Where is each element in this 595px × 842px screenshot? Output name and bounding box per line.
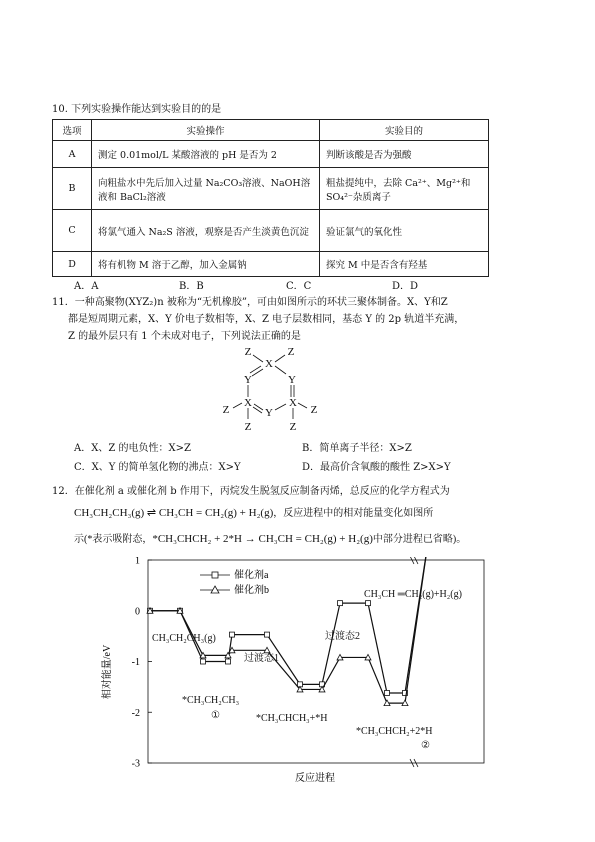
annotation-product: CH₃CH ═CH₂(g)+H₂(g) xyxy=(364,589,462,600)
table-row xyxy=(53,252,489,277)
row-operation: 测定 0.01mol/L 某酸溶液的 pH 是否为 2 xyxy=(92,141,320,168)
series-line-b xyxy=(150,557,462,703)
atom-y: Y xyxy=(265,407,273,419)
y-tick-label: -1 xyxy=(131,657,140,668)
table-header-row xyxy=(53,120,489,141)
row-goal: 粗盐提纯中，去除 Ca²⁺、Mg²⁺和SO₄²⁻杂质离子 xyxy=(320,168,489,210)
table-row xyxy=(53,210,489,252)
y-tick-label: -3 xyxy=(131,758,140,770)
data-point-a xyxy=(366,601,371,606)
data-point-a xyxy=(265,632,270,637)
q12-stem-line1: 12．在催化剂 a 或催化剂 b 作用下，丙烷发生脱氢反应制备丙烯，总反应的化学方程式为 xyxy=(52,486,450,497)
legend xyxy=(200,568,269,596)
q12-stem-line3-c: 中部分进程已省略)。 xyxy=(372,534,467,545)
q12-stem-line3-a: 示(*表示吸附态， xyxy=(74,534,153,545)
atom-y: Y xyxy=(288,374,296,386)
annotation-ts1: 过渡态1 xyxy=(244,653,279,664)
atom-z: Z xyxy=(289,421,297,433)
choice-a[interactable]: A．A xyxy=(74,281,99,292)
row-goal: 判断该酸是否为强酸 xyxy=(320,141,489,168)
y-axis-ticks xyxy=(132,557,152,770)
q11-option-a[interactable]: A．X、Z 的电负性：X>Z xyxy=(74,443,191,454)
header-option: 选项 xyxy=(53,120,92,141)
annotation-int3-num: ② xyxy=(421,740,430,751)
data-point-a xyxy=(385,690,390,695)
annotations xyxy=(152,589,462,751)
q11-stem-line3: Z 的最外层只有 1 个未成对电子，下列说法正确的是 xyxy=(68,331,301,342)
q12-stem-line2-text: ，反应进程中的相对能量变化如图所 xyxy=(273,508,434,519)
y-tick-label: 0 xyxy=(135,606,140,618)
annotation-int1: *CH₃CH₂CH₃ xyxy=(182,695,240,706)
row-operation: 向粗盐水中先后加入过量 Na₂CO₃溶液、NaOH溶液和 BaCl₂溶液 xyxy=(92,168,320,210)
atom-z: Z xyxy=(310,404,318,416)
header-operation: 实验操作 xyxy=(92,120,320,141)
annotation-int3: *CH₃CHCH₂+2*H xyxy=(356,726,433,737)
atom-z: Z xyxy=(287,346,295,358)
cyclic-trimer-structure xyxy=(205,342,335,437)
annotation-start: CH₃CH₂CH₃(g) xyxy=(152,633,216,644)
data-point-a xyxy=(201,659,206,664)
data-point-a xyxy=(230,632,235,637)
atom-z: Z xyxy=(244,421,252,433)
legend-marker-square xyxy=(212,572,218,578)
y-tick-label: -2 xyxy=(131,707,140,719)
atom-x: X xyxy=(289,397,297,409)
row-goal: 验证氯气的氧化性 xyxy=(320,210,489,252)
q11-option-d[interactable]: D．最高价含氧酸的酸性 Z>X>Y xyxy=(302,462,451,473)
y-axis-label: 相对能量/eV xyxy=(102,644,113,700)
row-operation: 将有机物 M 溶于乙醇，加入金属钠 xyxy=(92,252,320,277)
total-equation: CH₃CH₂CH₃(g) ⇌ CH₃CH = CH₂(g) + H₂(g) xyxy=(74,507,274,519)
header-goal: 实验目的 xyxy=(320,120,489,141)
atom-x: X xyxy=(244,397,252,409)
q12-stem-line2 xyxy=(74,505,433,522)
atom-y: Y xyxy=(244,374,252,386)
energy-profile-chart xyxy=(100,557,495,789)
atom-x: X xyxy=(265,358,273,370)
atom-z: Z xyxy=(244,346,252,358)
atom-z: Z xyxy=(222,404,230,416)
q11-stem-line2: 都是短周期元素，X、Y 价电子数相等，X、Z 电子层数相同，基态 Y 的 2p 轨道半充满， xyxy=(68,314,465,325)
q12-stem-line3 xyxy=(74,531,466,548)
row-operation: 将氯气通入 Na₂S 溶液，观察是否产生淡黄色沉淀 xyxy=(92,210,320,252)
row-goal: 探究 M 中是否含有羟基 xyxy=(320,252,489,277)
q10-table xyxy=(52,119,489,277)
data-point-a xyxy=(226,659,231,664)
choice-d[interactable]: D．D xyxy=(392,281,419,292)
q11-option-c[interactable]: C．X、Y 的简单氢化物的沸点：X>Y xyxy=(74,462,241,473)
row-id: B xyxy=(53,168,92,210)
series-layer xyxy=(147,557,465,706)
row-id: A xyxy=(53,141,92,168)
annotation-int1-num: ① xyxy=(211,710,220,721)
data-point-a xyxy=(338,601,343,606)
q10-stem: 10. 下列实验操作能达到实验目的的是 xyxy=(52,104,222,115)
q11-option-b[interactable]: B．简单离子半径：X>Z xyxy=(302,443,412,454)
q11-stem-line1: 11．一种高聚物(XYZ₂)n 被称为“无机橡胶”，可由如图所示的环状三聚体制备。X、Y和Z xyxy=(52,297,448,308)
row-id: C xyxy=(53,210,92,252)
x-axis-label: 反应进程 xyxy=(295,773,335,784)
table-row xyxy=(53,168,489,210)
choice-b[interactable]: B．B xyxy=(179,281,204,292)
table-row xyxy=(53,141,489,168)
legend-label-a: 催化剂a xyxy=(234,570,269,581)
annotation-ts2: 过渡态2 xyxy=(325,631,360,642)
annotation-int2: *CH₃CHCH₃+*H xyxy=(256,713,328,724)
y-tick-label: 1 xyxy=(135,557,140,567)
legend-marker-triangle xyxy=(211,586,219,593)
legend-label-b: 催化剂b xyxy=(234,585,269,596)
row-id: D xyxy=(53,252,92,277)
choice-c[interactable]: C．C xyxy=(286,281,312,292)
series-line-a xyxy=(150,557,462,693)
step-equation: *CH₃CHCH₂ + 2*H → CH₃CH = CH₂(g) + H₂(g) xyxy=(152,533,373,545)
